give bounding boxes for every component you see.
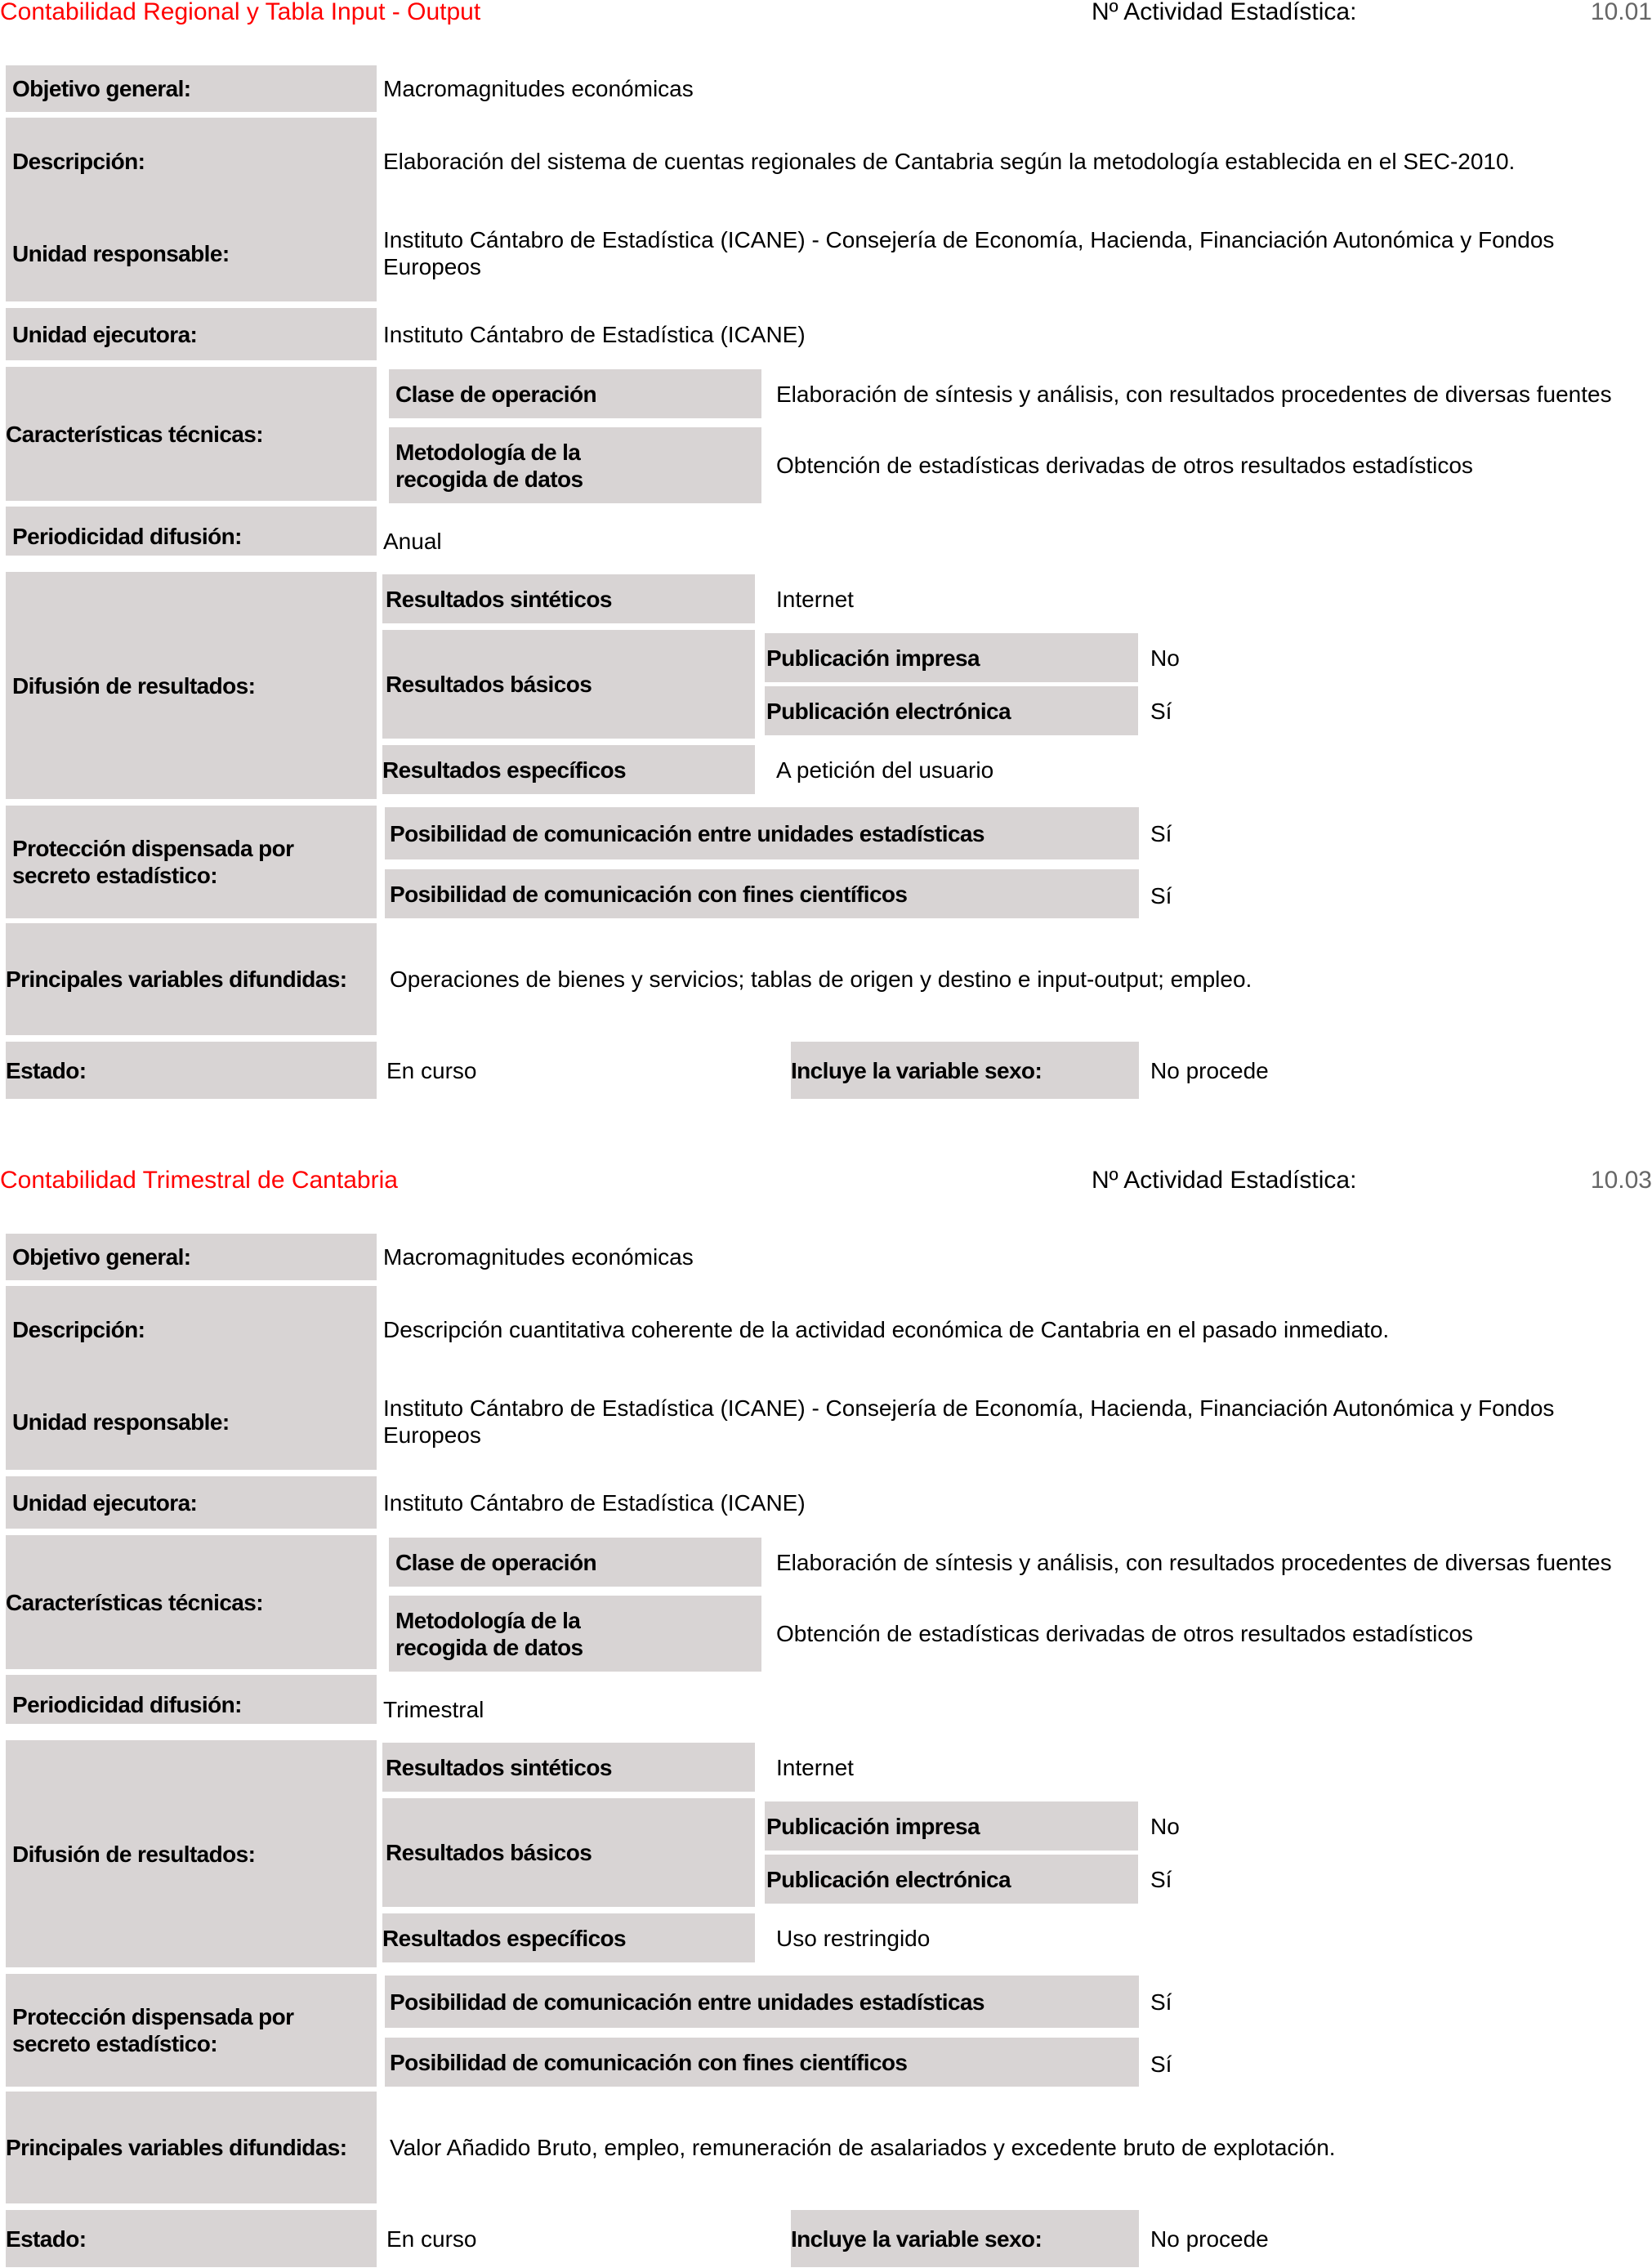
publicacion-impresa-value: No	[1150, 1813, 1180, 1839]
unidad-ejecutora-label: Unidad ejecutora:	[12, 1489, 198, 1516]
comunicacion-unidades-label: Posibilidad de comunicación entre unidades estadísticas	[390, 820, 985, 846]
objetivo-value: Macromagnitudes económicas	[383, 1244, 694, 1270]
unidad-responsable-label: Unidad responsable:	[12, 1409, 230, 1435]
activity-number: 10.01	[1590, 0, 1652, 25]
unidad-responsable-label: Unidad responsable:	[12, 240, 230, 266]
publicacion-electronica-value: Sí	[1150, 1866, 1172, 1892]
publicacion-electronica-value: Sí	[1150, 698, 1172, 724]
unidad-ejecutora-value: Instituto Cántabro de Estadística (ICANE)	[383, 321, 806, 347]
activity-number: 10.03	[1590, 1166, 1652, 1194]
comunicacion-cientificos-label: Posibilidad de comunicación con fines científicos	[390, 881, 908, 907]
periodicidad-value: Anual	[383, 528, 442, 554]
comunicacion-cientificos-value: Sí	[1150, 2051, 1172, 2077]
activity-number-label: Nº Actividad Estadística:	[1092, 1166, 1357, 1194]
variables-label: Principales variables difundidas:	[6, 967, 347, 992]
descripcion-value: Elaboración del sistema de cuentas regionales de Cantabria según la metodología establecida en el SEC-2010.	[383, 149, 1516, 174]
unidad-responsable-value: Instituto Cántabro de Estadística (ICANE) - Consejería de Economía, Hacienda, Financiación Autonómica y Fondos Europeos	[383, 227, 1555, 279]
publicacion-electronica-label: Publicación electrónica	[766, 698, 1011, 724]
activity-number-label: Nº Actividad Estadística:	[1092, 0, 1357, 25]
estado-label: Estado:	[6, 1057, 87, 1083]
metodologia-value: Obtención de estadísticas derivadas de otros resultados estadísticos	[776, 453, 1473, 478]
resultados-basicos-label: Resultados básicos	[386, 1840, 592, 1865]
resultados-sinteticos-label: Resultados sintéticos	[386, 1754, 612, 1780]
estado-value: En curso	[386, 2226, 477, 2252]
publicacion-impresa-label: Publicación impresa	[766, 1813, 980, 1839]
clase-operacion-value: Elaboración de síntesis y análisis, con resultados procedentes de diversas fuentes	[776, 1549, 1612, 1575]
publicacion-electronica-label: Publicación electrónica	[766, 1866, 1011, 1892]
variables-label: Principales variables difundidas:	[6, 2135, 347, 2160]
proteccion-label: Protección dispensada por secreto estadístico:	[12, 2004, 294, 2056]
difusion-label: Difusión de resultados:	[12, 672, 256, 699]
comunicacion-cientificos-label: Posibilidad de comunicación con fines científicos	[390, 2049, 908, 2075]
caracteristicas-label: Características técnicas:	[6, 1589, 263, 1615]
sexo-label: Incluye la variable sexo:	[791, 2226, 1043, 2252]
unidad-ejecutora-label: Unidad ejecutora:	[12, 321, 198, 347]
objetivo-label: Objetivo general:	[12, 1244, 191, 1270]
descripcion-label: Descripción:	[12, 1317, 145, 1342]
comunicacion-unidades-value: Sí	[1150, 1989, 1172, 2015]
publicacion-impresa-value: No	[1150, 645, 1180, 671]
comunicacion-cientificos-value: Sí	[1150, 882, 1172, 909]
comunicacion-unidades-value: Sí	[1150, 820, 1172, 846]
objetivo-label: Objetivo general:	[12, 76, 191, 101]
resultados-sinteticos-label: Resultados sintéticos	[386, 586, 612, 612]
metodologia-label: Metodología de la recogida de datos	[395, 1607, 583, 1660]
clase-operacion-value: Elaboración de síntesis y análisis, con resultados procedentes de diversas fuentes	[776, 381, 1612, 407]
record-10-01	[0, 0, 1652, 1111]
publicacion-impresa-label: Publicación impresa	[766, 645, 980, 671]
periodicidad-value: Trimestral	[383, 1696, 484, 1722]
descripcion-value: Descripción cuantitativa coherente de la actividad económica de Cantabria en el pasado inmediato.	[383, 1317, 1390, 1342]
variables-value: Valor Añadido Bruto, empleo, remuneración de asalariados y excedente bruto de explotación.	[390, 2135, 1336, 2160]
variables-value: Operaciones de bienes y servicios; tablas de origen y destino e input-output; empleo.	[390, 967, 1252, 992]
estado-label: Estado:	[6, 2226, 87, 2252]
resultados-especificos-value: A petición del usuario	[776, 757, 994, 783]
estado-value: En curso	[386, 1057, 477, 1083]
periodicidad-label: Periodicidad difusión:	[12, 1691, 242, 1717]
unidad-ejecutora-value: Instituto Cántabro de Estadística (ICANE)	[383, 1489, 806, 1516]
resultados-especificos-label: Resultados específicos	[382, 757, 627, 783]
record-title: Contabilidad Regional y Tabla Input - Output	[0, 0, 481, 25]
resultados-basicos-label: Resultados básicos	[386, 672, 592, 697]
resultados-especificos-label: Resultados específicos	[382, 1925, 627, 1951]
record-title: Contabilidad Trimestral de Cantabria	[0, 1166, 398, 1194]
resultados-especificos-value: Uso restringido	[776, 1925, 931, 1951]
comunicacion-unidades-label: Posibilidad de comunicación entre unidades estadísticas	[390, 1989, 985, 2015]
resultados-sinteticos-value: Internet	[776, 1754, 854, 1780]
caracteristicas-label: Características técnicas:	[6, 421, 263, 447]
clase-operacion-label: Clase de operación	[395, 381, 596, 407]
record-10-03	[0, 1168, 1652, 2268]
metodologia-label: Metodología de la recogida de datos	[395, 439, 583, 492]
resultados-sinteticos-value: Internet	[776, 586, 854, 612]
sexo-value: No procede	[1150, 2226, 1269, 2252]
sexo-value: No procede	[1150, 1057, 1269, 1083]
periodicidad-label: Periodicidad difusión:	[12, 523, 242, 549]
objetivo-value: Macromagnitudes económicas	[383, 76, 694, 101]
unidad-responsable-value: Instituto Cántabro de Estadística (ICANE) - Consejería de Economía, Hacienda, Financiación Autonómica y Fondos Europeos	[383, 1395, 1555, 1448]
difusion-label: Difusión de resultados:	[12, 1841, 256, 1867]
clase-operacion-label: Clase de operación	[395, 1549, 596, 1575]
proteccion-label: Protección dispensada por secreto estadístico:	[12, 836, 294, 888]
metodologia-value: Obtención de estadísticas derivadas de otros resultados estadísticos	[776, 1621, 1473, 1646]
descripcion-label: Descripción:	[12, 149, 145, 174]
sexo-label: Incluye la variable sexo:	[791, 1057, 1043, 1083]
